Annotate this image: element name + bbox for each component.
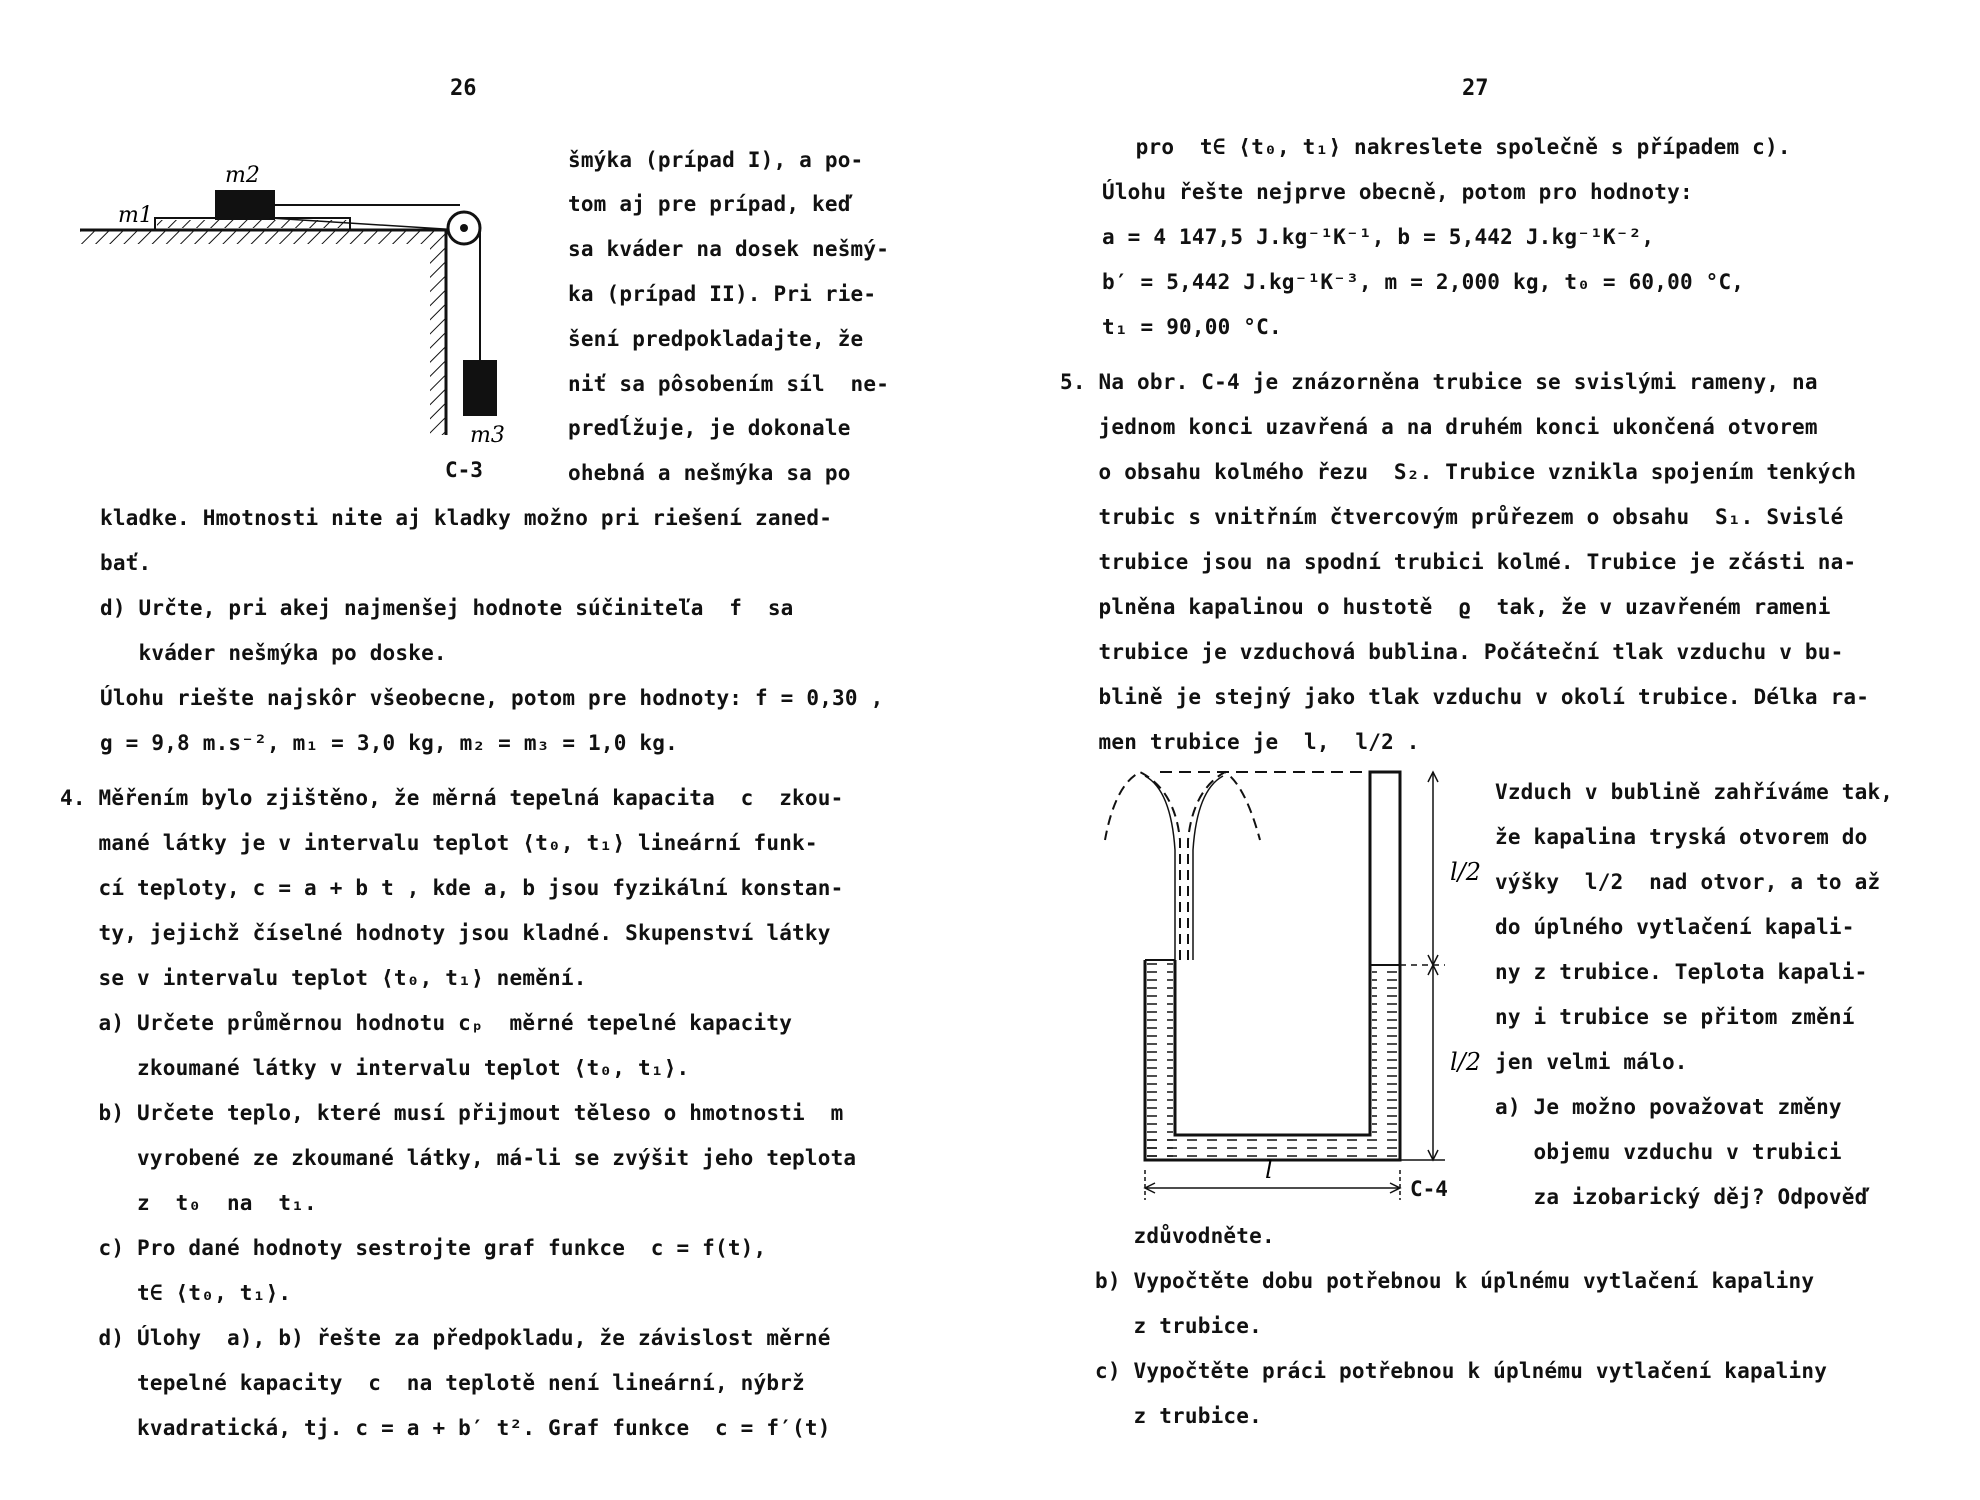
text-line: a = 4 147,5 J.kg⁻¹K⁻¹, b = 5,442 J.kg⁻¹K⁻²,: [1102, 225, 1655, 249]
text-line: kvadratická, tj. c = a + b′ t². Graf funkce c = f′(t): [60, 1416, 831, 1440]
text-line: ny i trubice se přitom změní: [1495, 1005, 1855, 1029]
text-line: b) Vypočtěte dobu potřebnou k úplnému vytlačení kapaliny: [1095, 1269, 1815, 1293]
text-line: bať.: [100, 551, 152, 575]
text-line: šení predpokladajte, že: [568, 327, 864, 351]
page-number-left: 26: [450, 76, 477, 101]
text-line: cí teploty, c = a + b t , kde a, b jsou fyzikální konstan-: [60, 876, 844, 900]
text-line: trubic s vnitřním čtvercovým průřezem o obsahu S₁. Svislé: [1060, 505, 1844, 529]
text-line: objemu vzduchu v trubici: [1495, 1140, 1842, 1164]
text-line: trubice je vzduchová bublina. Počáteční tlak vzduchu v bu-: [1060, 640, 1844, 664]
text-line: se v intervalu teplot ⟨t₀, t₁⟩ nemění.: [60, 966, 587, 990]
text-line: plněna kapalinou o hustotě ϱ tak, že v uzavřeném rameni: [1060, 595, 1831, 619]
text-line: ny z trubice. Teplota kapali-: [1495, 960, 1868, 984]
text-line: sa kváder na dosek nešmý-: [568, 237, 890, 261]
label-m2: m2: [225, 163, 260, 188]
text-line: Úlohu riešte najskôr všeobecne, potom pre hodnoty: f = 0,30 ,: [100, 686, 884, 710]
text-line: kváder nešmýka po doske.: [100, 641, 447, 665]
text-line: kladke. Hmotnosti nite aj kladky možno pri riešení zaned-: [100, 506, 833, 530]
label-half-length-bottom: l/2: [1450, 1048, 1482, 1076]
text-line: blině je stejný jako tlak vzduchu v okolí trubice. Délka ra-: [1060, 685, 1870, 709]
text-line: b) Určete teplo, které musí přijmout těleso o hmotnosti m: [60, 1101, 844, 1125]
text-line: z trubice.: [1095, 1404, 1262, 1428]
text-line: 5. Na obr. C-4 je znázorněna trubice se svislými rameny, na: [1060, 370, 1818, 394]
text-line: a) Určete průměrnou hodnotu cₚ měrné tepelné kapacity: [60, 1011, 793, 1035]
text-line: zkoumané látky v intervalu teplot ⟨t₀, t₁⟩.: [60, 1056, 690, 1080]
text-line: do úplného vytlačení kapali-: [1495, 915, 1855, 939]
figure-caption-c4: C-4: [1410, 1177, 1448, 1201]
text-line: c) Pro dané hodnoty sestrojte graf funkce c = f(t),: [60, 1236, 767, 1260]
text-line: tom aj pre prípad, keď: [568, 192, 851, 216]
text-line: mané látky je v intervalu teplot ⟨t₀, t₁⟩ lineární funk-: [60, 831, 818, 855]
text-line: trubice jsou na spodní trubici kolmé. Trubice je zčásti na-: [1060, 550, 1857, 574]
text-line: 4. Měřením bylo zjištěno, že měrná tepelná kapacita c zkou-: [60, 786, 844, 810]
text-line: o obsahu kolmého řezu S₂. Trubice vznikla spojením tenkých: [1060, 460, 1857, 484]
text-line: jen velmi málo.: [1495, 1050, 1688, 1074]
label-half-length-top: l/2: [1450, 858, 1482, 886]
text-line: z trubice.: [1095, 1314, 1262, 1338]
text-line: výšky l/2 nad otvor, a to až: [1495, 870, 1881, 894]
text-line: šmýka (prípad I), a po-: [568, 148, 864, 172]
figure-c4-tube-diagram: [1085, 760, 1525, 1220]
text-line: že kapalina tryská otvorem do: [1495, 825, 1868, 849]
text-line: t₁ = 90,00 °C.: [1102, 315, 1282, 339]
label-m1: m1: [118, 203, 153, 228]
text-line: predĺžuje, je dokonale: [568, 416, 851, 440]
label-length: l: [1265, 1156, 1273, 1184]
figure-caption-c3: C-3: [445, 458, 483, 482]
text-line: jednom konci uzavřená a na druhém konci ukončená otvorem: [1060, 415, 1818, 439]
text-line: ohebná a nešmýka sa po: [568, 461, 851, 485]
figure-c3-pulley-diagram: [80, 160, 530, 460]
text-line: ka (prípad II). Pri rie-: [568, 282, 877, 306]
text-line: a) Je možno považovat změny: [1495, 1095, 1842, 1119]
text-line: vyrobené ze zkoumané látky, má-li se zvýšit jeho teplota: [60, 1146, 857, 1170]
text-line: z t₀ na t₁.: [60, 1191, 317, 1215]
text-line: za izobarický děj? Odpověď: [1495, 1185, 1868, 1209]
label-m3: m3: [470, 423, 505, 448]
text-line: c) Vypočtěte práci potřebnou k úplnému vytlačení kapaliny: [1095, 1359, 1828, 1383]
text-line: niť sa pôsobením síl ne-: [568, 372, 890, 396]
text-line: Vzduch v bublině zahříváme tak,: [1495, 780, 1894, 804]
text-line: d) Určte, pri akej najmenšej hodnote súčiniteľa f sa: [100, 596, 794, 620]
text-line: b′ = 5,442 J.kg⁻¹K⁻³, m = 2,000 kg, t₀ = 60,00 °C,: [1102, 270, 1745, 294]
text-line: men trubice je l, l/2 .: [1060, 730, 1420, 754]
text-line: g = 9,8 m.s⁻², m₁ = 3,0 kg, m₂ = m₃ = 1,0 kg.: [100, 731, 678, 755]
text-line: tepelné kapacity c na teplotě není lineární, nýbrž: [60, 1371, 805, 1395]
text-line: d) Úlohy a), b) řešte za předpokladu, že závislost měrné: [60, 1326, 831, 1350]
text-line: t∈ ⟨t₀, t₁⟩.: [60, 1281, 292, 1305]
text-line: ty, jejichž číselné hodnoty jsou kladné. Skupenství látky: [60, 921, 831, 945]
page-number-right: 27: [1462, 76, 1489, 101]
text-line: pro t∈ ⟨t₀, t₁⟩ nakreslete společně s případem c).: [1110, 135, 1791, 159]
text-line: Úlohu řešte nejprve obecně, potom pro hodnoty:: [1102, 180, 1693, 204]
text-line: zdůvodněte.: [1095, 1224, 1275, 1248]
